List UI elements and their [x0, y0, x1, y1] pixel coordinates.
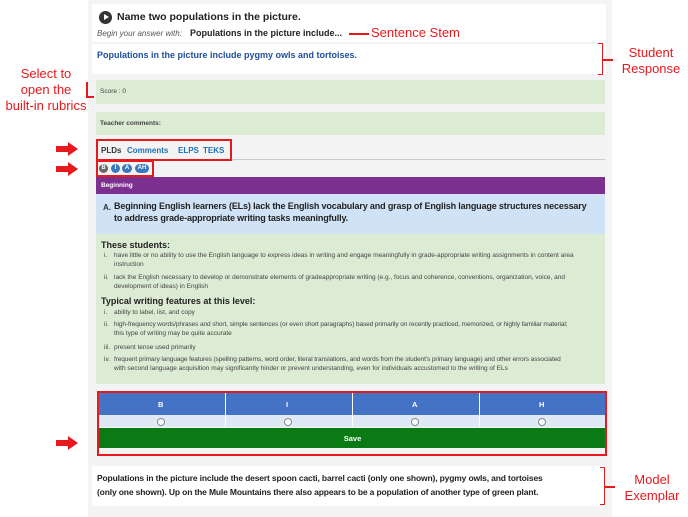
sentence-stem-pointer — [349, 33, 369, 35]
item-line: frequent primary language features (spelling patterns, word order, literal translations, and words from the student's primary language) and other errors associated — [114, 356, 561, 363]
item-line: lack the English necessary to develop or demonstrate elements of gradeappropriate writing (e.g., focus and coherence, conventions, organization, voice, and — [114, 274, 565, 281]
model-exemplar-annotation-2: Exemplar — [624, 488, 680, 503]
rubric-summary-marker: A. — [103, 203, 111, 212]
tab-comments[interactable]: Comments — [127, 146, 169, 155]
item-line: instruction — [114, 261, 144, 268]
grid-header-a: A — [412, 400, 418, 409]
level-pill-b[interactable]: B — [99, 164, 108, 173]
sentence-stem: Populations in the picture include... — [190, 28, 343, 38]
students-heading: These students: — [101, 240, 171, 250]
feature-item-3 — [104, 343, 602, 353]
rubric-summary-line1: Beginning English learners (ELs) lack the English vocabulary and grasp of English language structures necessary — [114, 201, 587, 211]
rubric-summary-line2: to address grade-appropriate writing tasks meaningfully. — [114, 213, 348, 223]
sentence-stem-annotation: Sentence Stem — [371, 25, 460, 40]
item-number: i. — [104, 309, 108, 316]
item-line: present tense used primarily — [114, 344, 196, 351]
feature-item-2 — [104, 320, 602, 340]
grid-highlight-box — [97, 391, 607, 456]
select-annotation-3: built-in rubrics — [5, 98, 87, 113]
feature-item-4 — [104, 355, 602, 375]
model-exemplar-line2: (only one shown). Up on the Mule Mountains there also appears to be a population of another type of green plant. — [97, 487, 539, 497]
model-exemplar-line1: Populations in the picture include the desert spoon cacti, barrel cacti (only one shown), pygmy owls, and tortoises — [97, 473, 543, 483]
student-item-2 — [104, 273, 602, 293]
select-pointer-bottom — [86, 96, 94, 98]
item-number: i. — [104, 252, 108, 259]
level-pill-i[interactable]: I — [111, 164, 120, 173]
model-exemplar-pointer — [605, 486, 615, 488]
student-response-annotation-1: Student — [628, 45, 674, 60]
item-line: high-frequency words/phrases and short, simple sentences (or even short paragraphs) based primarily on recently practiced, memorized, or highly familiar material; — [114, 321, 568, 328]
teacher-comments-label: Teacher comments: — [100, 120, 161, 127]
rubric-level-header — [96, 177, 605, 194]
levels-highlight-box — [96, 160, 154, 177]
tabs-arrow-icon — [56, 142, 78, 156]
level-pill-ah[interactable]: AH — [135, 164, 149, 173]
tab-plds[interactable]: PLDs — [101, 146, 122, 155]
save-button-label: Save — [343, 434, 362, 443]
features-heading: Typical writing features at this level: — [101, 296, 256, 306]
student-response-pointer — [603, 59, 613, 61]
item-line: with second language acquisition may significantly hinder or prevent understanding, even for individuals accustomed to the writing of ELs — [114, 365, 508, 372]
score-box — [96, 80, 605, 104]
item-number: ii. — [104, 274, 109, 281]
grid-header-h: H — [539, 400, 545, 409]
item-number: iii. — [104, 344, 111, 351]
begin-label: Begin your answer with: — [97, 29, 182, 38]
grid-header-i: I — [286, 400, 289, 409]
level-pill-a[interactable]: A — [122, 164, 132, 173]
item-line: have little or no ability to use the English language to express ideas in writing and engage meaningfully in grade-appropriate writing assignments in content area — [114, 252, 574, 259]
feature-item-1 — [104, 308, 602, 318]
item-line: ability to label, list, and copy — [114, 309, 195, 316]
grid-header-b: B — [158, 400, 164, 409]
item-line: this type of writing may be quite accurate — [114, 330, 232, 337]
select-annotation-2: open the — [20, 82, 72, 97]
tab-elps[interactable]: ELPS — [178, 146, 199, 155]
score-label: Score : 0 — [100, 88, 127, 95]
rubric-level-label: Beginning — [101, 182, 133, 189]
item-number: iv. — [104, 356, 111, 363]
teacher-comments-box[interactable] — [96, 112, 605, 135]
model-exemplar-annotation-1: Model — [634, 472, 670, 487]
play-audio-icon[interactable] — [99, 11, 112, 24]
question-title: Name two populations in the picture. — [117, 11, 301, 23]
model-exemplar-box — [92, 466, 606, 506]
select-pointer — [86, 82, 88, 96]
item-number: ii. — [104, 321, 109, 328]
student-item-1 — [104, 251, 602, 271]
item-line: development of ideas) in English — [114, 283, 208, 290]
student-response-text: Populations in the picture include pygmy owls and tortoises. — [97, 50, 358, 60]
tab-teks[interactable]: TEKS — [203, 146, 225, 155]
tabs-highlight-box — [96, 139, 232, 161]
select-annotation-1: Select to — [20, 66, 72, 81]
levels-arrow-icon — [56, 162, 78, 176]
grid-arrow-icon — [56, 436, 78, 450]
student-response-annotation-2: Response — [621, 61, 681, 76]
